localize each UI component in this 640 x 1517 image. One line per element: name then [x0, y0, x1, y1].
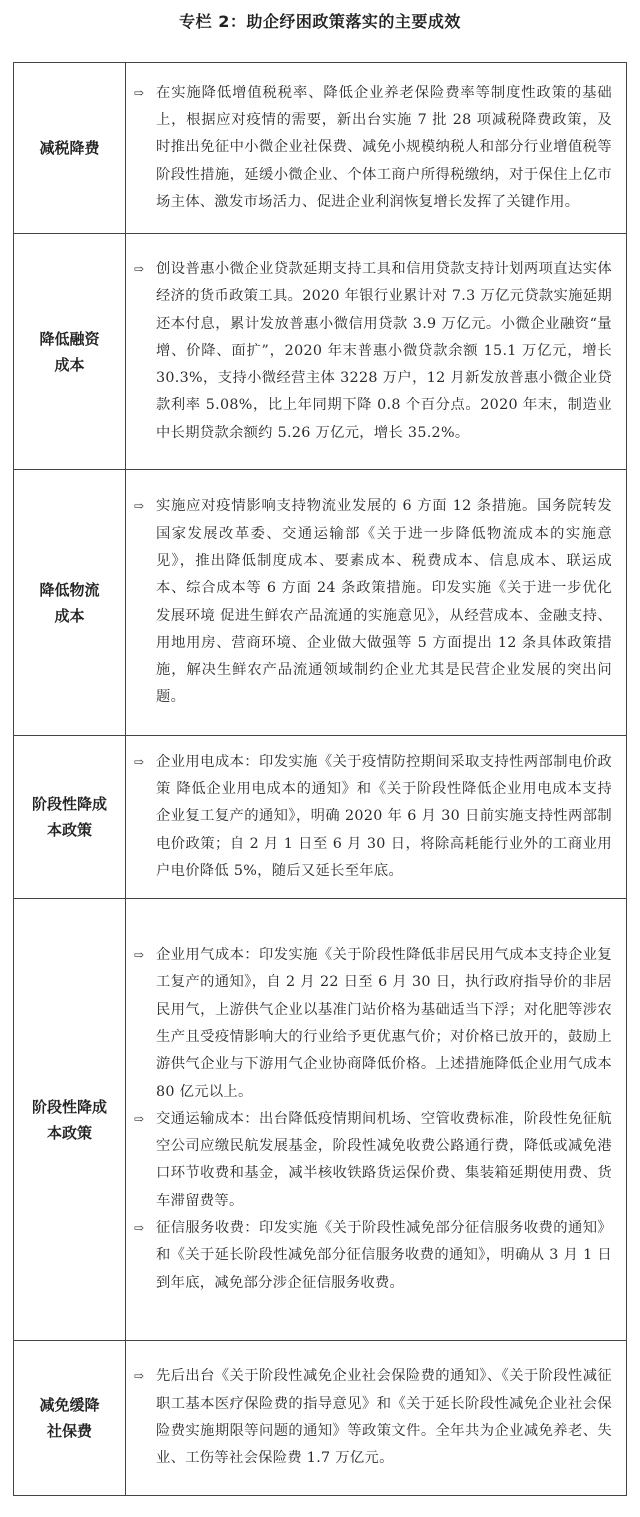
arrow-right-outline-icon: ⇨	[134, 1369, 145, 1384]
row-label: 降低融资成本	[14, 234, 126, 470]
row-label: 降低物流成本	[14, 470, 126, 736]
row-content	[126, 63, 627, 234]
policy-table	[13, 62, 627, 1496]
arrow-right-outline-icon: ⇨	[134, 1221, 145, 1236]
arrow-right-outline-icon: ⇨	[134, 261, 145, 276]
list-item: ⇨ 交通运输成本：出台降低疫情期间机场、空管收费标准，阶段性免征航空公司应缴民航发展基金，阶段性减免收费公路通行费，降低或减免港口环节收费和基金，减半核收铁路货运保价费、集装箱延期使用费、货车滞留费等。	[134, 1106, 612, 1215]
table-row	[14, 470, 627, 736]
list-item: ⇨ 先后出台《关于阶段性减免企业社会保险费的通知》、《关于阶段性减征职工基本医疗保险费的指导意见》和《关于延长阶段性减免企业社会保险费实施期限等问题的通知》等政策文件。全年共为企业减免养老、失业、工伤等社会保险费 1.7 万亿元。	[134, 1363, 612, 1472]
row-content	[126, 736, 627, 899]
row-label: 阶段性降成本政策	[14, 736, 126, 899]
list-item: ⇨ 在实施降低增值税税率、降低企业养老保险费率等制度性政策的基础上，根据应对疫情的需要，新出台实施 7 批 28 项减税降费政策，及时推出免征中小微企业社保费、减免小规模纳税人和部分行业增值税等阶段性措施，延缓小微企业、个体工商户所得税缴纳，对于保住上亿市场主体、激发市场活力、促进企业利润恢复增长发挥了关键作用。	[134, 80, 612, 216]
table-row	[14, 899, 627, 1341]
row-content	[126, 899, 627, 1341]
list-item: ⇨ 征信服务收费：印发实施《关于阶段性减免部分征信服务收费的通知》和《关于延长阶段性减免部分征信服务收费的通知》，明确从 3 月 1 日到年底，减免部分涉企征信服务收费。	[134, 1215, 612, 1297]
list-item: ⇨ 企业用电成本：印发实施《关于疫情防控期间采取支持性两部制电价政策 降低企业用电成本的通知》和《关于阶段性降低企业用电成本支持企业复工复产的通知》，明确 2020 年 6 月 30 日前实施支持性两部制电价政策；自 2 月 1 日至 6 月 30 日，将除高耗能行业外的工商业用户电价降低 5%，随后又延长至年底。	[134, 749, 612, 885]
table-row	[14, 234, 627, 470]
row-label: 减税降费	[14, 63, 126, 234]
row-content	[126, 234, 627, 470]
row-label: 减免缓降社保费	[14, 1341, 126, 1496]
arrow-right-outline-icon: ⇨	[134, 754, 145, 769]
page-title: 专栏 2：助企纾困政策落实的主要成效	[179, 12, 461, 31]
table-row	[14, 63, 627, 234]
table-row	[14, 1341, 627, 1496]
arrow-right-outline-icon: ⇨	[134, 1111, 145, 1126]
arrow-right-outline-icon: ⇨	[134, 499, 145, 514]
row-content	[126, 470, 627, 736]
table-row	[14, 736, 627, 899]
list-item: ⇨ 实施应对疫情影响支持物流业发展的 6 方面 12 条措施。国务院转发国家发展改革委、交通运输部《关于进一步降低物流成本的实施意见》，推出降低制度成本、要素成本、税费成本、信息成本、联运成本、综合成本等 6 方面 24 条政策措施。印发实施《关于进一步优化发展环境 促进生鲜农产品流通的实施意见》，从经营成本、金融支持、用地用房、营商环境、企业做大做强等 5 方面提出 12 条具体政策措施，解决生鲜农产品流通领域制约企业尤其是民营企业发展的突出问题。	[134, 493, 612, 711]
list-item: ⇨ 创设普惠小微企业贷款延期支持工具和信用贷款支持计划两项直达实体经济的货币政策工具。2020 年银行业累计对 7.3 万亿元贷款实施延期还本付息，累计发放普惠小微信用贷款 3.9 万亿元。小微企业融资“量增、价降、面扩”，2020 年末普惠小微贷款余额 15.1 万亿元，增长 30.3%，支持小微经营主体 3228 万户，12 月新发放普惠小微企业贷款利率 5.08%，比上年同期下降 0.8 个百分点。2020 年末，制造业中长期贷款余额约 5.26 万亿元，增长 35.2%。	[134, 256, 612, 447]
row-label: 阶段性降成本政策	[14, 899, 126, 1341]
row-content	[126, 1341, 627, 1496]
arrow-right-outline-icon: ⇨	[134, 948, 145, 963]
arrow-right-outline-icon: ⇨	[134, 85, 145, 100]
list-item: ⇨ 企业用气成本：印发实施《关于阶段性降低非居民用气成本支持企业复工复产的通知》，自 2 月 22 日至 6 月 30 日，执行政府指导价的非居民用气，上游供气企业以基准门站价格为基础适当下浮；对化肥等涉农生产且受疫情影响大的行业给予更优惠气价；对价格已放开的，鼓励上游供气企业与下游用气企业协商降低价格。上述措施降低企业用气成本 80 亿元以上。	[134, 942, 612, 1106]
